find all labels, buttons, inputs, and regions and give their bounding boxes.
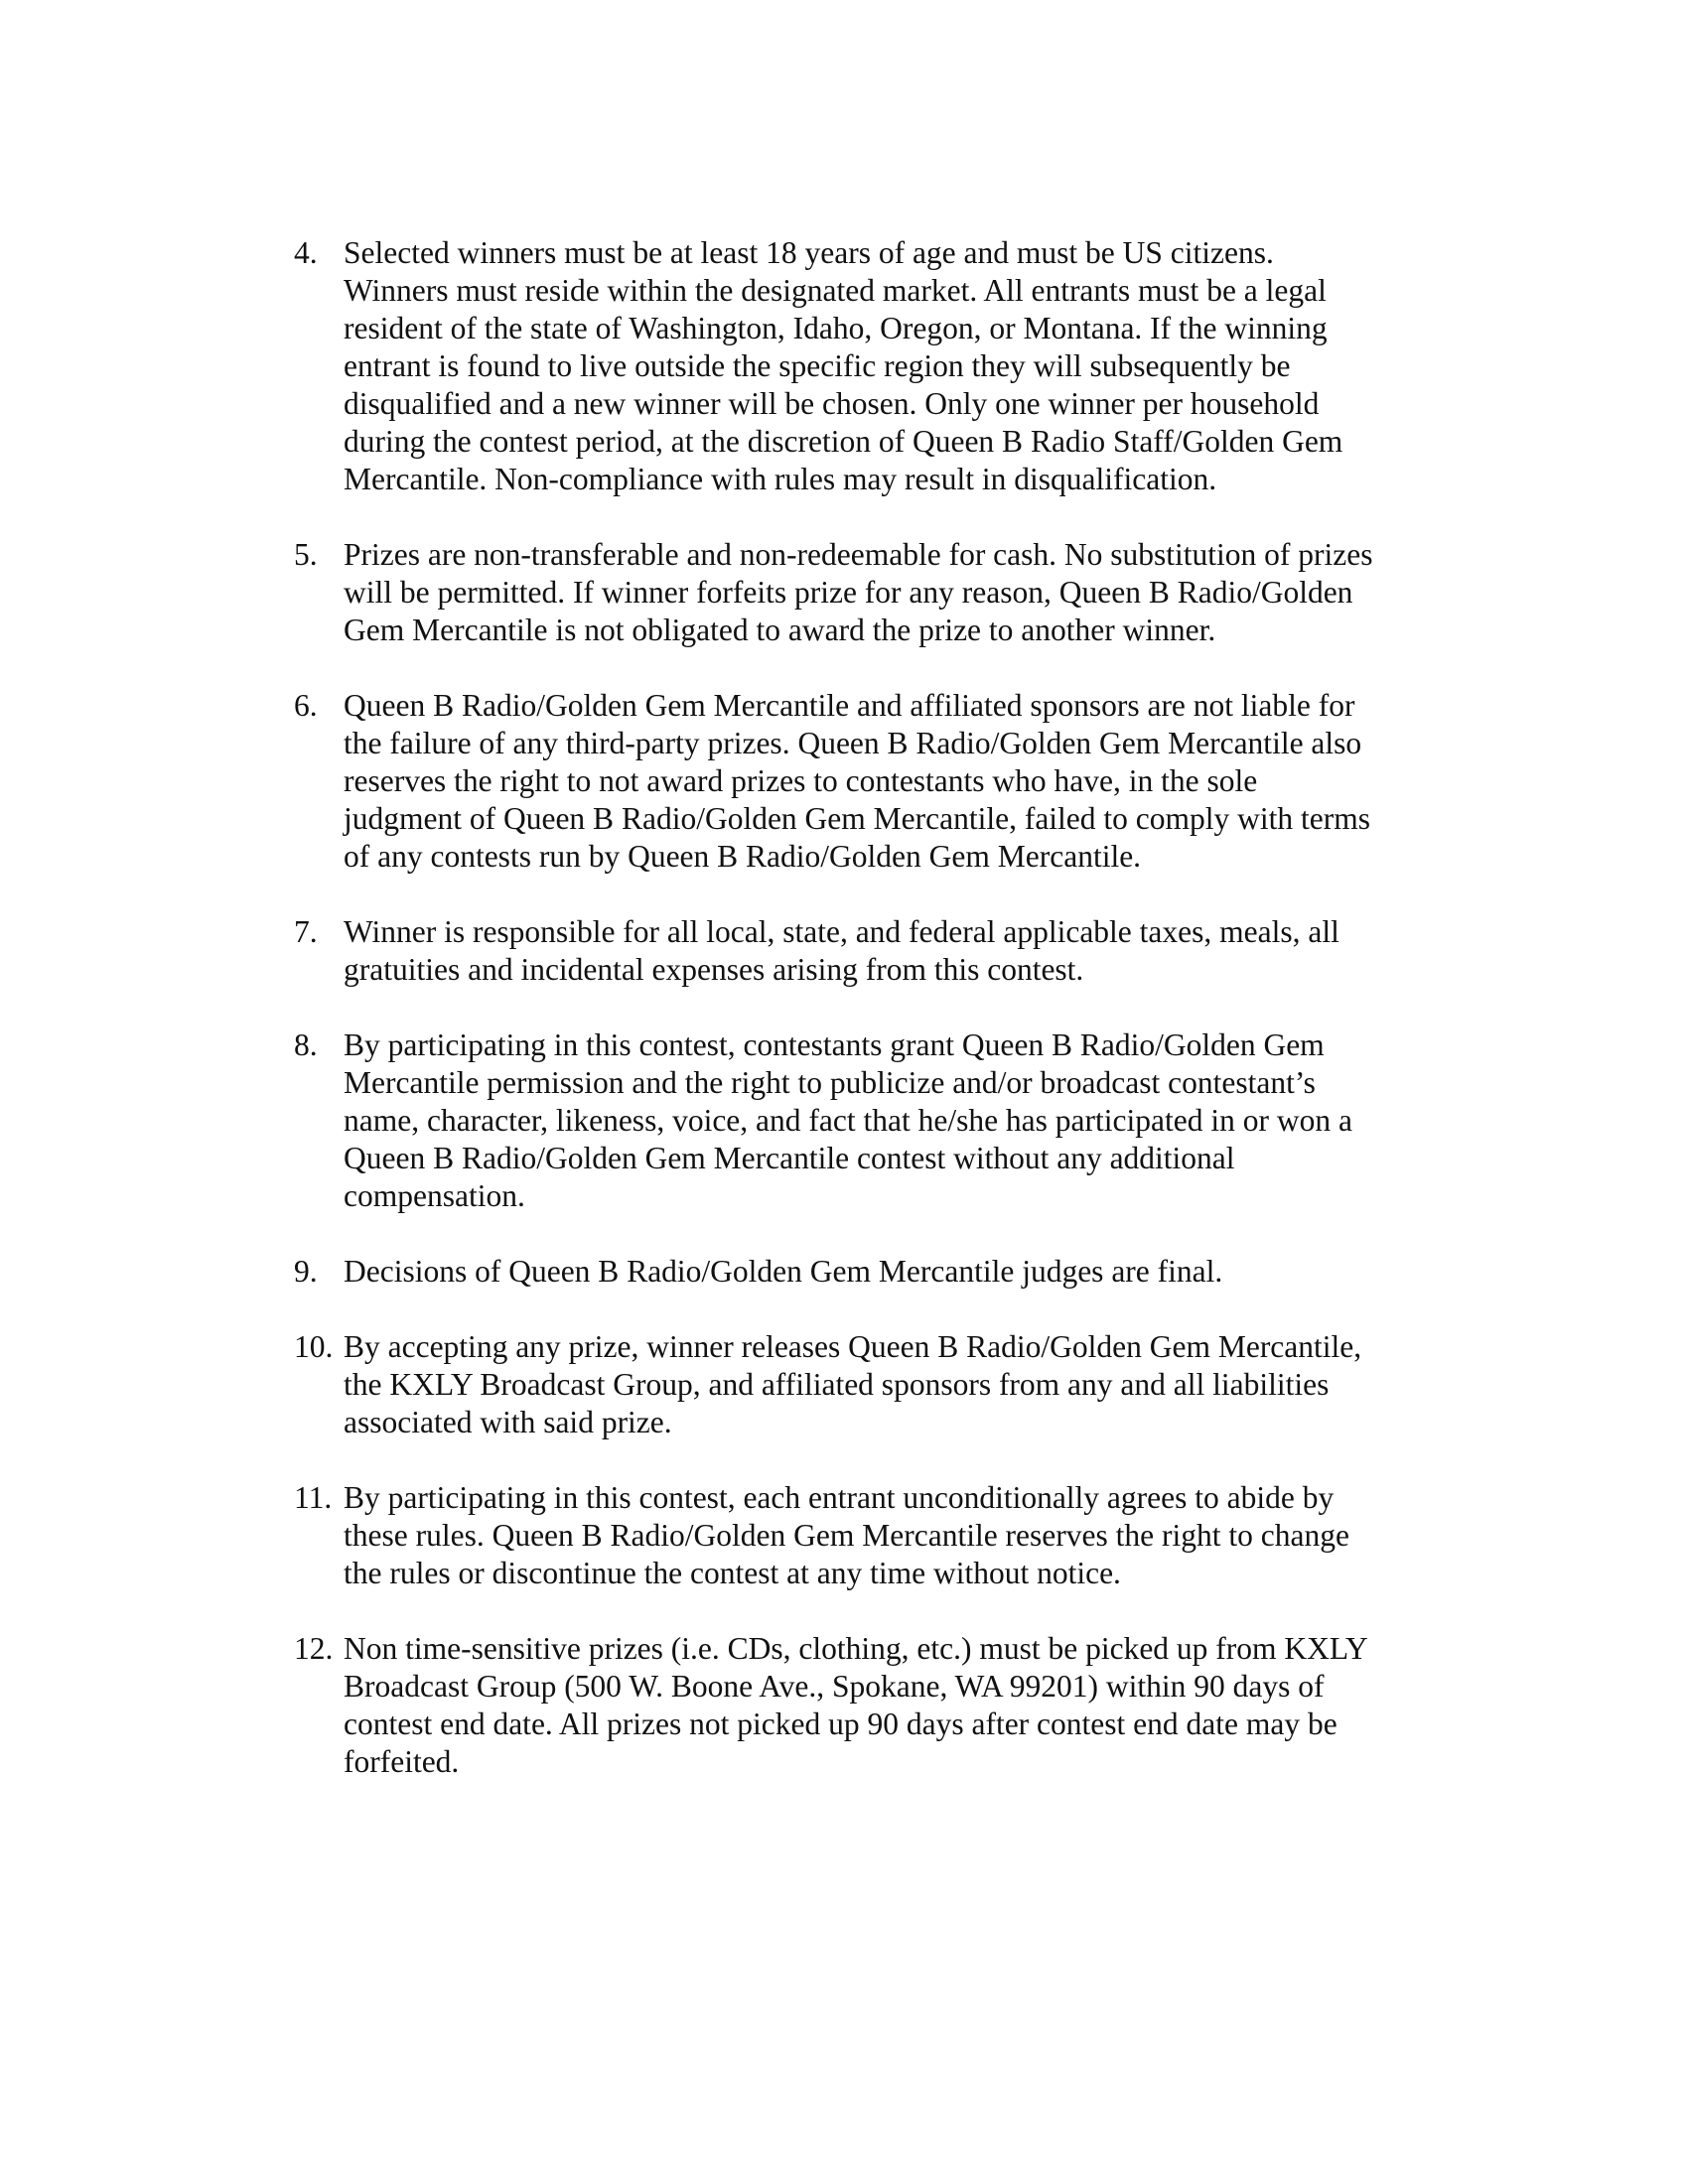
rule-text-line: forfeited. [344,1744,460,1779]
rule-item [294,1026,1436,1215]
rule-text [344,1479,1436,1592]
rule-text-line: gratuities and incidental expenses arising from this contest. [344,952,1084,987]
rule-item [294,536,1436,649]
rule-item [294,1479,1436,1592]
rule-text-line: resident of the state of Washington, Idaho, Oregon, or Montana. If the winning [344,311,1328,345]
rule-text-line: Broadcast Group (500 W. Boone Ave., Spokane, WA 99201) within 90 days of [344,1669,1325,1704]
rule-number: 7. [294,914,318,949]
rule-text-line: Decisions of Queen B Radio/Golden Gem Mercantile judges are final. [344,1254,1223,1289]
rule-text-line: By participating in this contest, contestants grant Queen B Radio/Golden Gem [344,1027,1325,1062]
rule-number: 4. [294,235,318,270]
rule-text [344,913,1436,989]
rule-text-line: contest end date. All prizes not picked up 90 days after contest end date may be [344,1706,1337,1741]
rule-text [344,1253,1436,1291]
rule-text [344,687,1436,876]
rule-item [294,687,1436,876]
rule-text-line: reserves the right to not award prizes to contestants who have, in the sole [344,763,1258,798]
rule-text-line: Winner is responsible for all local, state, and federal applicable taxes, meals, all [344,914,1339,949]
rule-number: 9. [294,1254,318,1289]
rules-list [294,234,1436,1819]
rule-text-line: the KXLY Broadcast Group, and affiliated sponsors from any and all liabilities [344,1367,1330,1402]
rule-text-line: of any contests run by Queen B Radio/Golden Gem Mercantile. [344,839,1142,874]
rule-text-line: entrant is found to live outside the specific region they will subsequently be [344,348,1291,383]
rule-text-line: By participating in this contest, each entrant unconditionally agrees to abide by [344,1480,1335,1515]
rule-item [294,1328,1436,1441]
rule-number: 5. [294,537,318,572]
rule-text-line: Mercantile permission and the right to publicize and/or broadcast contestant’s [344,1065,1316,1100]
rule-item [294,913,1436,989]
rule-text-line: Selected winners must be at least 18 years of age and must be US citizens. [344,235,1274,270]
rule-text-line: Gem Mercantile is not obligated to award the prize to another winner. [344,613,1216,647]
rule-text-line: will be permitted. If winner forfeits prize for any reason, Queen B Radio/Golden [344,575,1353,610]
rule-text-line: By accepting any prize, winner releases Queen B Radio/Golden Gem Mercantile, [344,1329,1362,1364]
rule-text-line: during the contest period, at the discretion of Queen B Radio Staff/Golden Gem [344,424,1343,459]
rule-item [294,1630,1436,1781]
rule-text [344,1026,1436,1215]
rule-text-line: Winners must reside within the designated market. All entrants must be a legal [344,273,1327,308]
rule-text [344,234,1436,498]
rule-text-line: disqualified and a new winner will be chosen. Only one winner per household [344,386,1320,421]
rule-text [344,1328,1436,1441]
rule-text [344,1630,1436,1781]
rule-text-line: associated with said prize. [344,1405,672,1439]
rule-number: 6. [294,688,318,723]
rule-number: 10. [294,1329,334,1364]
rule-text-line: Non time-sensitive prizes (i.e. CDs, clothing, etc.) must be picked up from KXLY [344,1631,1368,1666]
rule-number: 8. [294,1027,318,1062]
rule-item [294,1253,1436,1291]
rule-number: 12. [294,1631,334,1666]
rule-number: 11. [294,1480,333,1515]
rule-item [294,234,1436,498]
rule-text-line: the rules or discontinue the contest at any time without notice. [344,1556,1121,1590]
rule-text-line: these rules. Queen B Radio/Golden Gem Mercantile reserves the right to change [344,1518,1349,1553]
rule-text-line: Queen B Radio/Golden Gem Mercantile contest without any additional [344,1141,1235,1175]
rule-text-line: Queen B Radio/Golden Gem Mercantile and affiliated sponsors are not liable for [344,688,1355,723]
rule-text-line: compensation. [344,1178,525,1213]
rule-text-line: judgment of Queen B Radio/Golden Gem Mercantile, failed to comply with terms [344,801,1371,836]
rule-text [344,536,1436,649]
rule-text-line: Mercantile. Non-compliance with rules may result in disqualification. [344,462,1217,496]
rule-text-line: Prizes are non-transferable and non-redeemable for cash. No substitution of prizes [344,537,1373,572]
rule-text-line: the failure of any third-party prizes. Queen B Radio/Golden Gem Mercantile also [344,726,1362,760]
rule-text-line: name, character, likeness, voice, and fact that he/she has participated in or won a [344,1103,1352,1138]
